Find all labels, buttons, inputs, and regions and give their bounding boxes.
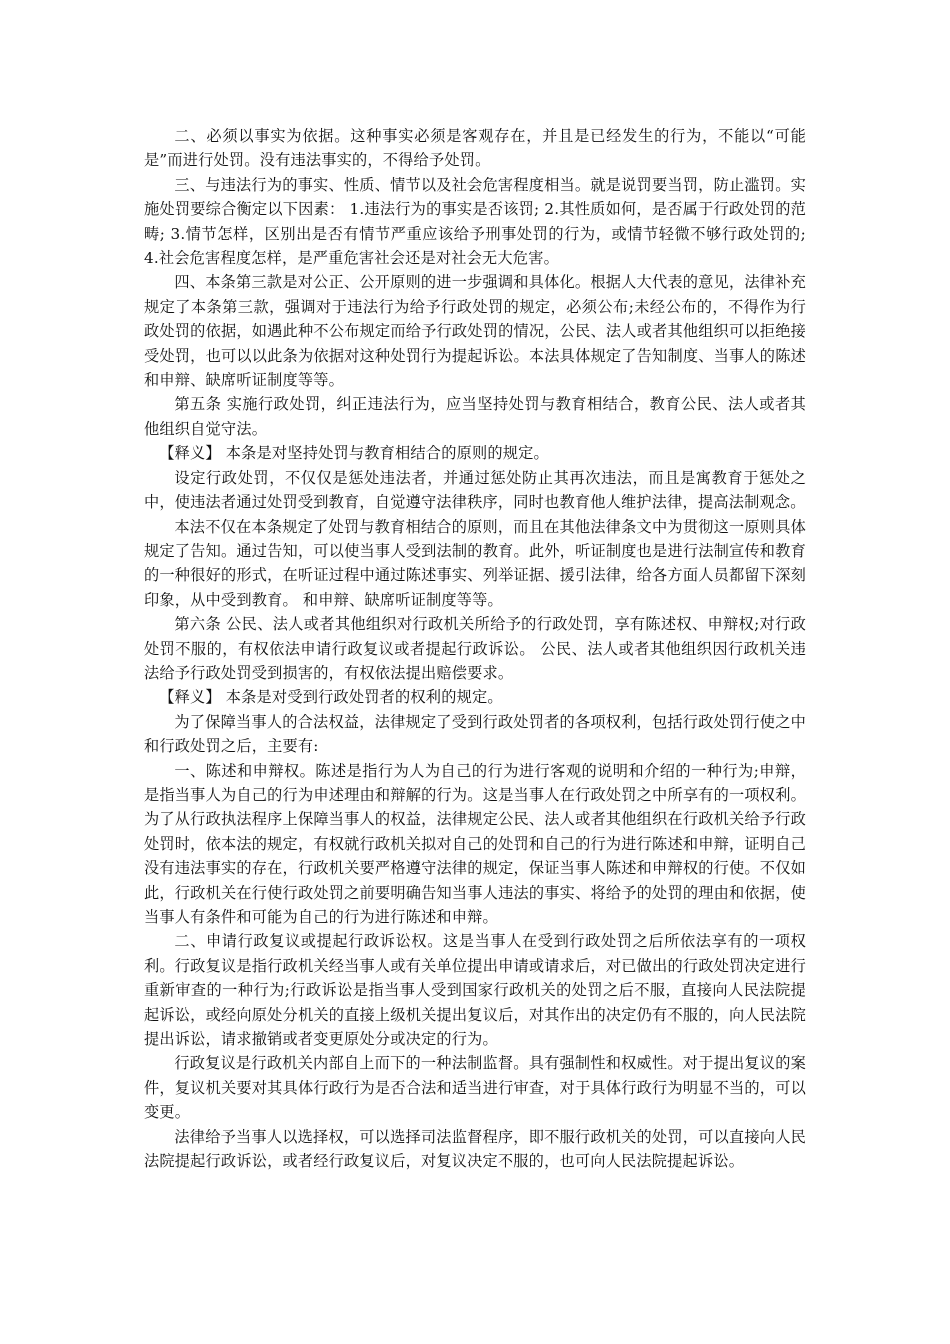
interpretation-article-six: 【释义】 本条是对受到行政处罚者的权利的规定。 (159, 688, 503, 707)
paragraph-principle-four: 四、本条第三款是对公正、公开原则的进一步强调和具体化。根据人大代表的意见，法律补充规定了本条第三款，强调对于违法行为给予行政处罚的规定，必须公布;未经公布的，不得作为行政处罚的依据，如遇此种不公布规定而给予行政处罚的情况，公民、法人或者其他组织可以拒绝接受处罚，也可以以此条为依据对这种处罚行为提起诉讼。本法具体规定了告知制度、当事人的陈述和申辩、缺席听证制度等等。 (144, 273, 806, 390)
interpretation-article-five: 【释义】 本条是对坚持处罚与教育相结合的原则的规定。 (159, 444, 549, 463)
paragraph-principle-two: 二、必须以事实为依据。这种事实必须是客观存在，并且是已经发生的行为，不能以“可能是”而进行处罚。没有违法事实的，不得给予处罚。 (144, 127, 806, 170)
paragraph-rights-intro: 为了保障当事人的合法权益，法律规定了受到行政处罚者的各项权利，包括行政处罚行使之中和行政处罚之后，主要有: (144, 712, 806, 756)
paragraph-administrative-review: 行政复议是行政机关内部自上而下的一种法制监督。具有强制性和权威性。对于提出复议的案件，复议机关要对其具体行政行为是否合法和适当进行审查，对于具体行政行为明显不当的，可以变更。 (144, 1054, 806, 1122)
paragraph-right-statement: 一、陈述和申辩权。陈述是指行为人为自己的行为进行客观的说明和介绍的一种行为;申辩，是指当事人为自己的行为申述理由和辩解的行为。这是当事人在行政处罚之中所享有的一项权利。为了从行政执法程序上保障当事人的权益，法律规定公民、法人或者其他组织在行政机关给予行政处罚时，依本法的规定，有权就行政机关拟对自己的处罚和自己的行为进行陈述和申辩，证明自己没有违法事实的存在，行政机关要严格遵守法律的规定，保证当事人陈述和申辩权的行使。不仅如此，行政机关在行使行政处罚之前要明确告知当事人违法的事实、将给予的处罚的理由和依据，使当事人有条件和可能为自己的行为进行陈述和申辩。 (144, 761, 806, 926)
paragraph-notification: 本法不仅在本条规定了处罚与教育相结合的原则，而且在其他法律条文中为贯彻这一原则具体规定了告知。通过告知，可以使当事人受到法制的教育。此外，听证制度也是进行法制宣传和教育的一种很好的形式，在听证过程中通过陈述事实、列举证据、援引法律，给各方面人员都留下深刻印象，从中受到教育。 和申辩、缺席听证制度等等。 (144, 517, 806, 609)
document-page (144, 124, 806, 1173)
paragraph-education: 设定行政处罚，不仅仅是惩处违法者，并通过惩处防止其再次违法，而且是寓教育于惩处之中，使违法者通过处罚受到教育，自觉遵守法律秩序，同时也教育他人维护法律，提高法制观念。 (144, 468, 806, 512)
paragraph-principle-three: 三、与违法行为的事实、性质、情节以及社会危害程度相当。就是说罚要当罚，防止滥罚。实施处罚要综合衡定以下因素： 1.违法行为的事实是否该罚; 2.其性质如何，是否属于行政处罚的范畴; 3.情节怎样，区别出是否有情节严重应该给予刑事处罚的行为，或情节轻微不够行政处罚的; 4.社会危害程度怎样，是严重危害社会还是对社会无大危害。 (144, 175, 806, 268)
paragraph-right-review: 二、申请行政复议或提起行政诉讼权。这是当事人在受到行政处罚之后所依法享有的一项权利。行政复议是指行政机关经当事人或有关单位提出申请或请求后，对已做出的行政处罚决定进行重新审查的一种行为;行政诉讼是指当事人受到国家行政机关的处罚之后不服，直接向人民法院提起诉讼，或经向原处分机关的直接上级机关提出复议后，对其作出的决定仍有不服的，向人民法院提出诉讼，请求撤销或者变更原处分或决定的行为。 (144, 932, 806, 1049)
article-five: 第五条 实施行政处罚，纠正违法行为，应当坚持处罚与教育相结合，教育公民、法人或者其他组织自觉守法。 (144, 395, 806, 438)
paragraph-choice-right: 法律给予当事人以选择权，可以选择司法监督程序，即不服行政机关的处罚，可以直接向人民法院提起行政诉讼，或者经行政复议后，对复议决定不服的，也可向人民法院提起诉讼。 (144, 1127, 806, 1171)
article-six: 第六条 公民、法人或者其他组织对行政机关所给予的行政处罚，享有陈述权、申辩权;对行政处罚不服的，有权依法申请行政复议或者提起行政诉讼。 公民、法人或者其他组织因行政机关违法给予行政处罚受到损害的，有权依法提出赔偿要求。 (144, 615, 806, 682)
